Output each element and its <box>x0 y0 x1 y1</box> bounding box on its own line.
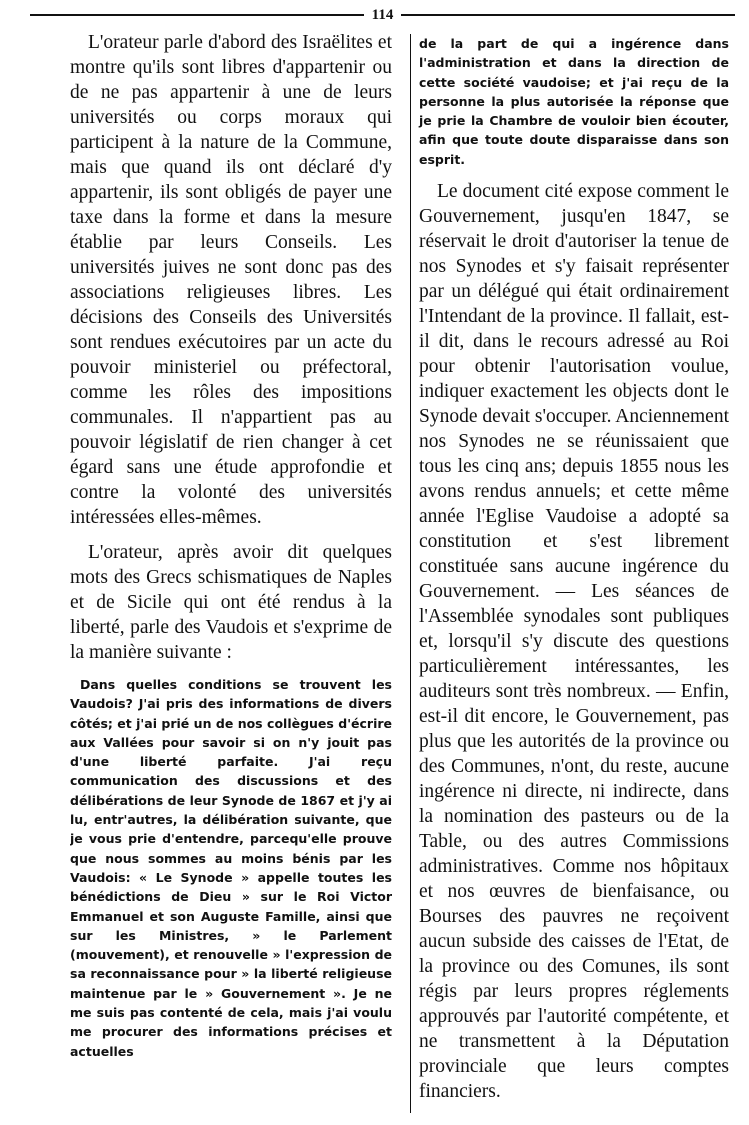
right-column <box>410 34 729 1113</box>
paragraph-israelites: L'orateur parle d'abord des Israëlites et montre qu'ils sont libres d'appartenir ou de ne pas appartenir à une de leurs universités ou corps moraux qui participent à la nature de la Commune, mais que quand ils ont déclaré d'y appartenir, ils sont obligés de payer une taxe dans la forme et dans la mesure établie par leurs Conseils. Les universités juives ne sont donc pas des associations religieuses libres. Les décisions des Conseils des Universités sont rendues exécutoires par un acte du pouvoir ministeriel ou préfectoral, comme les rôles des impositions communales. Il n'appartient pas au pouvoir législatif de rien changer à cet égard sans une étude approfondie et contre la volonté des universités intéressées elles-mêmes. <box>70 32 392 528</box>
left-column <box>70 30 392 1113</box>
header-rule-left <box>30 14 364 16</box>
page-header <box>30 6 735 24</box>
paragraph-speech-quote: Dans quelles conditions se trouvent les Vaudois? J'ai pris des informations de divers côtés; et j'ai prié un de nos collègues d'écrire aux Vallées pour savoir si on n'y jouit pas d'une liberté parfaite. J'ai reçu communication des discussions et des délibérations de leur Synode de 1867 et j'y ai lu, entr'autres, la délibération suivante, que je vous prie d'entendre, parcequ'elle prouve que nous sommes au moins bénis par les Vaudois: « Le Synode » appelle toutes les bénédictions de Dieu » sur le Roi Victor Emmanuel et son Auguste Famille, ainsi que sur les Ministres, » le Parlement (mouvement), et renouvelle » l'expression de sa reconnaissance pour » la liberté religieuse maintenue par le » Gouvernement ». Je ne me suis pas contenté de cela, mais j'ai voulu me procurer des informations précises et actuelles <box>70 677 392 1059</box>
paragraph-speech-continued: de la part de qui a ingérence dans l'administration et dans la direction de cette société vaudoise; et j'ai reçu de la personne la plus autorisée la réponse que je prie la Chambre de vouloir bien écouter, afin que toute doute disparaisse dans son esprit. <box>419 36 729 167</box>
page-number: 114 <box>371 6 394 23</box>
paragraph-vaudois-intro: L'orateur, après avoir dit quelques mots des Grecs schismatiques de Naples et de Sicile qui ont été rendus à la liberté, parle des Vaudois et s'exprime de la manière suivante : <box>70 542 392 663</box>
header-rule-right <box>401 14 735 16</box>
paragraph-document-cited: Le document cité expose comment le Gouvernement, jusqu'en 1847, se réservait le droit d'autoriser la tenue de nos Synodes et s'y faisait représenter par un délégué qui était ordinairement l'Intendant de la province. Il fallait, est-il dit, dans le recours adressé au Roi pour obtenir l'autorisation voulue, indiquer exactement les objects dont le Synode devait s'occuper. Anciennement nos Synodes ne se réunissaient que tous les cinq ans; depuis 1855 nous les avons rendus annuels; et cette même année l'Eglise Vaudoise a adopté sa constitution et s'est librement constituée sans aucune ingérence du Gouvernement. — Les séances de l'Assemblée synodales sont publiques et, lorsqu'il s'y discute des questions particulièrement intéressantes, les auditeurs sont très nombreux. — Enfin, est-il dit encore, le Gouvernement, pas plus que les autorités de la province ou des Communes, n'ont, du reste, aucune ingérence ni directe, ni indirecte, dans la nomination des pasteurs ou de la Table, ou des autres Commissions administratives. Comme nos hôpitaux et nos œuvres de bienfaisance, ou Bourses des pauvres ne reçoivent aucun subside des caisses de l'Etat, de la province ou des Comunes, ils sont régis par leurs propres réglements approuvés par l'autorité compétente, et ne transmettent à la Députation provinciale que leurs comptes financiers. <box>419 181 729 1103</box>
